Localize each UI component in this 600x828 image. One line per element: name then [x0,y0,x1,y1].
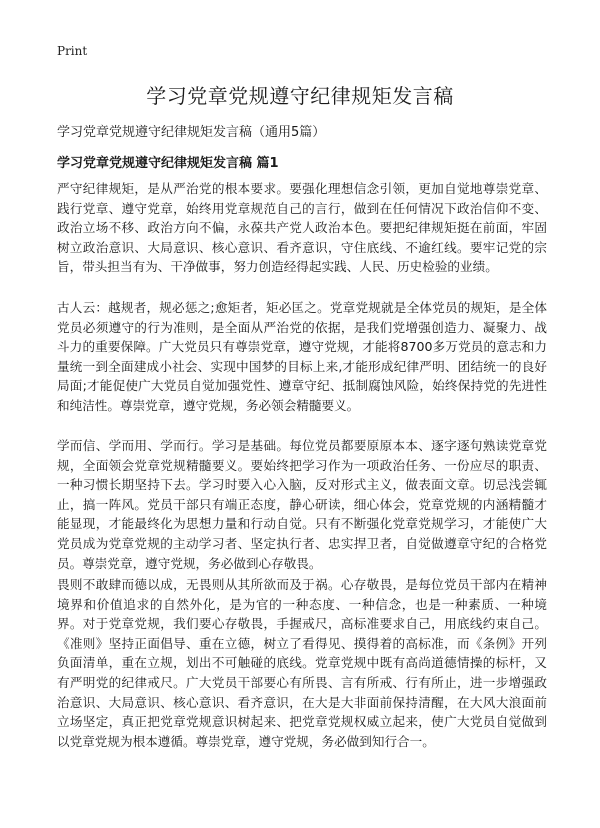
paragraph-1: 严守纪律规矩，是从严治党的根本要求。要强化理想信念引领，更加自觉地尊崇党章、践行党章、遵守党章，始终用党章规范自己的言行，做到在任何情况下政治信仰不变、政治立场不移、政治方向不偏，永葆共产党人政治本色。要把纪律规矩挺在前面，牢固树立政治意识、大局意识、核心意识、看齐意识，守住底线、不逾红线。要牢记党的宗旨，带头担当有为、干净做事，努力创造经得起实践、人民、历史检验的业绩。 [57,181,547,275]
print-label: Print [57,44,88,58]
paragraph-4: 畏则不敢肆而德以成，无畏则从其所欲而及于祸。心存敬畏，是每位党员干部内在精神境界和价值追求的自然外化，是为官的一种态度、一种信念，也是一种素质、一种境界。对于党章党规，我们要心存敬畏，手握戒尺，高标准要求自己，用底线约束自己。《准则》坚持正面倡导、重在立德，树立了看得见、摸得着的高标准，而《条例》开列负面清单，重在立规，划出不可触碰的底线。党章党规中既有高尚道德情操的标杆，又有严明党的纪律戒尺。广大党员干部要心有所畏、言有所戒、行有所止，进一步增强政治意识、大局意识、核心意识、看齐意识，在大是大非面前保持清醒，在大风大浪面前立场坚定，真正把党章党规意识树起来、把党章党规权威立起来，使广大党员自觉做到以党章党规为根本遵循。尊崇党章，遵守党规，务必做到知行合一。 [57,577,547,749]
document-subtitle: 学习党章党规遵守纪律规矩发言稿（通用5篇） [57,125,326,140]
paragraph-2: 古人云：越规者，规必惩之;愈矩者，矩必匡之。党章党规就是全体党员的规矩，是全体党员必须遵守的行为准则，是全面从严治党的依据，是我们党增强创造力、凝聚力、战斗力的重要保障。广大党员只有尊崇党章，遵守党规，才能将8700多万党员的意志和力量统一到全面建成小社会、实现中国梦的目标上来,才能形成纪律严明、团结统一的良好局面;才能促使广大党员自觉加强党性、遵章守纪、抵制腐蚀风险，始终保持党的先进性和纯洁性。尊崇党章，遵守党规，务必领会精髓要义。 [57,300,547,413]
document-title: 学习党章党规遵守纪律规矩发言稿 [146,84,454,108]
section-heading: 学习党章党规遵守纪律规矩发言稿 篇1 [57,156,279,171]
paragraph-3: 学而信、学而用、学而行。学习是基础。每位党员都要原原本本、逐字逐句熟读党章党规，全面领会党章党规精髓要义。要始终把学习作为一项政治任务、一份应尽的职责、一种习惯长期坚持下去。学习时要入心入脑，反对形式主义，做表面文章。切忌浅尝辄止，搞一阵风。党员干部只有端正态度，静心研读，细心体会，党章党规的内涵精髓才能显现，才能最终化为思想力量和行动自觉。只有不断强化党章党规学习，才能使广大党员成为党章党规的主动学习者、坚定执行者、忠实捍卫者，自觉做遵章守纪的合格党员。尊崇党章，遵守党规，务必做到心存敬畏。 [57,438,547,571]
